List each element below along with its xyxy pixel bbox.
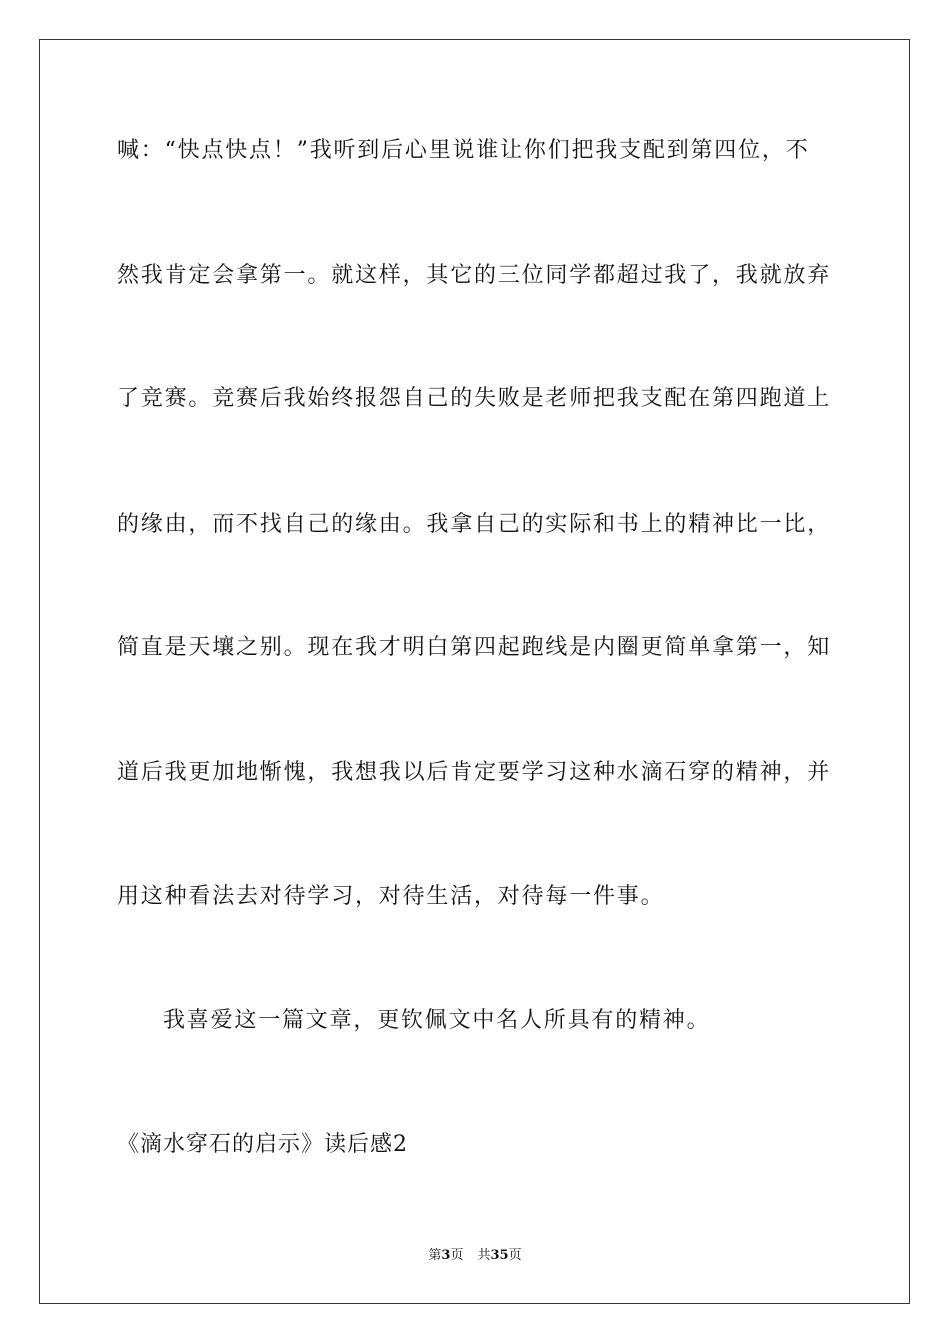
footer-page-prefix: 第 <box>428 1248 442 1263</box>
paragraph-indented-line: 我喜爱这一篇文章，更钦佩文中名人所具有的精神。 <box>163 1008 711 1033</box>
page-footer <box>0 1247 950 1265</box>
footer-total-pages: 35 <box>490 1248 509 1263</box>
body-text-line-6: 道后我更加地惭愧，我想我以后肯定要学习这种水滴石穿的精神，并 <box>117 760 832 785</box>
body-text-line-7: 用这种看法去对待学习，对待生活，对待每一件事。 <box>117 884 665 909</box>
body-text-line-1: 喊：“快点快点！”我听到后心里说谁让你们把我支配到第四位，不 <box>117 138 810 163</box>
footer-page-number: 3 <box>441 1248 451 1263</box>
footer-total-suffix: 页 <box>508 1248 522 1263</box>
body-text-line-5: 简直是天壤之别。现在我才明白第四起跑线是内圈更简单拿第一，知 <box>117 635 832 660</box>
page-border <box>39 39 910 1304</box>
body-text-line-2: 然我肯定会拿第一。就这样，其它的三位同学都超过我了，我就放弃 <box>117 263 832 288</box>
footer-total-prefix: 共 <box>477 1248 491 1263</box>
body-text-line-3: 了竞赛。竞赛后我始终报怨自己的失败是老师把我支配在第四跑道上 <box>117 386 832 411</box>
section-title: 《滴水穿石的启示》读后感2 <box>117 1132 408 1157</box>
body-text-line-4: 的缘由，而不找自己的缘由。我拿自己的实际和书上的精神比一比， <box>117 512 832 537</box>
footer-page-suffix: 页 <box>450 1248 464 1263</box>
